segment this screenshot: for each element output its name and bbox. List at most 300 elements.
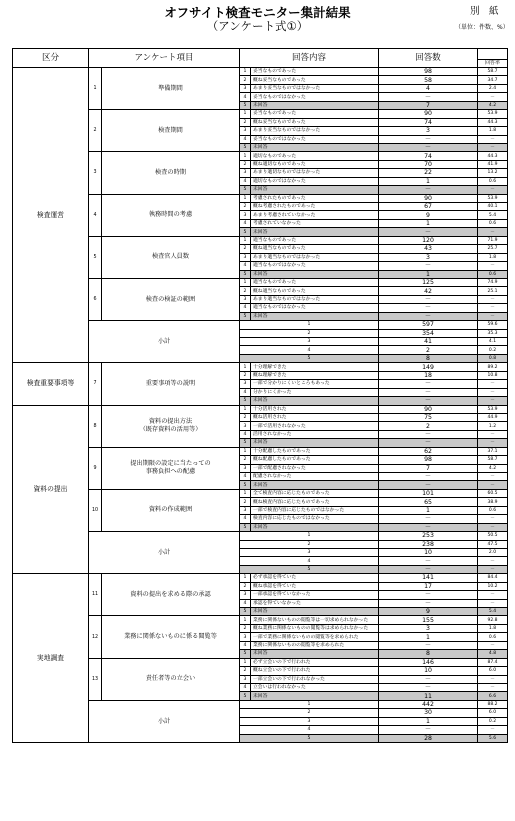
answer-rate: 44.9 (478, 413, 508, 421)
answer-count: 74 (379, 152, 478, 160)
option-label: 配慮されなかった (251, 473, 379, 481)
answer-count: － (379, 683, 478, 691)
option-number: 3 (240, 84, 251, 92)
answer-rate: 1.8 (478, 253, 508, 261)
answer-count: 74 (379, 118, 478, 126)
answer-rate: 40.1 (478, 203, 508, 211)
option-label: 適当なものではなかった (251, 262, 379, 270)
option-number: 5 (240, 228, 251, 236)
option-label: 概ね適当なものであった (251, 287, 379, 295)
option-number: 5 (240, 101, 251, 109)
subtotal-count: 1 (379, 717, 478, 725)
subtotal-rate: － (478, 557, 508, 565)
option-label: 一部で分かりにくいところもあった (251, 380, 379, 388)
answer-rate: 44.3 (478, 152, 508, 160)
answer-rate: 0.6 (478, 270, 508, 278)
answer-count: － (379, 523, 478, 531)
answer-rate: 6.0 (478, 667, 508, 675)
answer-rate: － (478, 135, 508, 143)
answer-count: 65 (379, 498, 478, 506)
header-category: 区分 (13, 49, 89, 68)
answer-rate: 2.4 (478, 84, 508, 92)
answer-count: 101 (379, 489, 478, 497)
option-label: 一部立会いの下で行われなかった (251, 675, 379, 683)
answer-count: － (379, 675, 478, 683)
option-label: 一部で業務に関係ないものの閲覧等を求められた (251, 633, 379, 641)
option-label: 一部で配慮されなかった (251, 464, 379, 472)
option-number: 4 (240, 683, 251, 691)
answer-rate: － (478, 515, 508, 523)
option-number: 2 (240, 456, 251, 464)
subtotal-number: 5 (240, 354, 379, 362)
option-label: 概ね考慮されたものであった (251, 203, 379, 211)
item-name: 提出期限の設定に当たっての 事務負担への配慮 (102, 447, 240, 489)
subtotal-rate: 2.0 (478, 548, 508, 556)
option-number: 5 (240, 186, 251, 194)
page-header (0, 0, 515, 48)
option-label: 概ね妥当なものであった (251, 118, 379, 126)
option-number: 3 (240, 633, 251, 641)
option-number: 4 (240, 93, 251, 101)
answer-count: － (379, 481, 478, 489)
item-number: 7 (89, 363, 102, 405)
answer-count: 1 (379, 219, 478, 227)
answer-rate: － (478, 481, 508, 489)
answer-count: 1 (379, 506, 478, 514)
option-number: 4 (240, 430, 251, 438)
answer-rate: 60.5 (478, 489, 508, 497)
table-row (13, 405, 508, 413)
answer-count: － (379, 295, 478, 303)
answer-count: 155 (379, 616, 478, 624)
answer-count: 1 (379, 633, 478, 641)
option-label: 考慮されたものであった (251, 194, 379, 202)
option-number: 2 (240, 203, 251, 211)
answer-count: 149 (379, 363, 478, 371)
subtotal-number: 3 (240, 717, 379, 725)
answer-rate: 41.9 (478, 160, 508, 168)
subtotal-count: 2 (379, 346, 478, 354)
answer-rate: 0.6 (478, 633, 508, 641)
option-label: 適当なものであった (251, 278, 379, 286)
option-number: 2 (240, 160, 251, 168)
subtotal-number: 4 (240, 346, 379, 354)
option-label: あまり適当なものではなかった (251, 253, 379, 261)
option-label: 未回答 (251, 143, 379, 151)
answer-count: 90 (379, 194, 478, 202)
subtotal-number: 3 (240, 548, 379, 556)
page-title: オフサイト検査モニター集計結果 (164, 5, 351, 20)
answer-rate: 74.9 (478, 278, 508, 286)
answer-count: 62 (379, 447, 478, 455)
item-number: 3 (89, 152, 102, 194)
option-number: 4 (240, 177, 251, 185)
header-rate: 回答率 (478, 60, 508, 68)
option-number: 1 (240, 658, 251, 666)
answer-count: － (379, 430, 478, 438)
item-number: 10 (89, 489, 102, 531)
option-number: 4 (240, 219, 251, 227)
answer-rate: － (478, 523, 508, 531)
subtotal-rate: 35.3 (478, 329, 508, 337)
subtotal-rate: 0.2 (478, 346, 508, 354)
option-number: 1 (240, 447, 251, 455)
subtotal-number: 2 (240, 540, 379, 548)
item-name: 検査の検証の範囲 (102, 278, 240, 320)
category-label: 検査重要事項等 (13, 363, 89, 405)
item-name: 検査の時期 (102, 152, 240, 194)
answer-count: 9 (379, 211, 478, 219)
answer-rate: 58.7 (478, 456, 508, 464)
answer-count: 98 (379, 68, 478, 76)
answer-count: 98 (379, 456, 478, 464)
answer-count: 1 (379, 177, 478, 185)
option-label: 分かりにくかった (251, 388, 379, 396)
option-label: 業務に関係ないものの閲覧等を求められた (251, 641, 379, 649)
option-number: 5 (240, 608, 251, 616)
subtotal-number: 1 (240, 532, 379, 540)
answer-rate: 92.8 (478, 616, 508, 624)
answer-rate: － (478, 473, 508, 481)
option-number: 1 (240, 489, 251, 497)
answer-count: － (379, 641, 478, 649)
answer-count: 7 (379, 464, 478, 472)
option-number: 3 (240, 422, 251, 430)
answer-rate: － (478, 599, 508, 607)
option-number: 1 (240, 152, 251, 160)
item-name: 業務に関係ないものに係る閲覧等 (102, 616, 240, 658)
answer-count: 43 (379, 245, 478, 253)
answer-rate: 4.8 (478, 650, 508, 658)
option-label: あまり妥当なものではなかった (251, 127, 379, 135)
answer-count: － (379, 228, 478, 236)
category-label: 実地調査 (13, 574, 89, 743)
answer-rate: － (478, 312, 508, 320)
answer-count: 3 (379, 253, 478, 261)
answer-rate: － (478, 304, 508, 312)
option-number: 2 (240, 582, 251, 590)
item-number: 4 (89, 194, 102, 236)
option-label: 全て検査内容に応じたものであった (251, 489, 379, 497)
option-number: 2 (240, 413, 251, 421)
answer-count: 58 (379, 76, 478, 84)
answer-rate: 25.1 (478, 287, 508, 295)
answer-rate: － (478, 143, 508, 151)
answer-rate: 53.9 (478, 194, 508, 202)
option-number: 2 (240, 287, 251, 295)
option-label: 概ね承認を得ていた (251, 582, 379, 590)
answer-rate: － (478, 295, 508, 303)
answer-count: － (379, 473, 478, 481)
answer-count: 42 (379, 287, 478, 295)
option-label: 一部で検査内容に応じたものではなかった (251, 506, 379, 514)
option-number: 4 (240, 473, 251, 481)
option-number: 3 (240, 464, 251, 472)
option-label: 未回答 (251, 101, 379, 109)
answer-rate: 44.3 (478, 118, 508, 126)
answer-count: － (379, 599, 478, 607)
answer-rate: 71.9 (478, 236, 508, 244)
option-number: 3 (240, 253, 251, 261)
answer-count: 70 (379, 160, 478, 168)
subtotal-label: 小計 (89, 700, 240, 742)
subtotal-rate: 88.2 (478, 700, 508, 708)
option-label: 適切なものではなかった (251, 177, 379, 185)
answer-count: － (379, 186, 478, 194)
subtotal-number: 5 (240, 734, 379, 742)
answer-rate: 53.9 (478, 405, 508, 413)
subtotal-number: 3 (240, 338, 379, 346)
option-number: 4 (240, 641, 251, 649)
option-label: 検査内容に応じたものではなかった (251, 515, 379, 523)
answer-count: 120 (379, 236, 478, 244)
option-label: 妥当なものであった (251, 110, 379, 118)
option-label: 未回答 (251, 650, 379, 658)
subtotal-number: 4 (240, 557, 379, 565)
answer-count: 17 (379, 582, 478, 590)
unit-label: （単位：件数、%） (455, 24, 509, 31)
option-label: 考慮されていなかった (251, 219, 379, 227)
option-label: 十分活用された (251, 405, 379, 413)
option-label: 適切なものであった (251, 152, 379, 160)
option-label: 妥当なものではなかった (251, 135, 379, 143)
option-label: 十分配慮したものであった (251, 447, 379, 455)
option-label: あまり適当なものではなかった (251, 295, 379, 303)
subtotal-rate: 4.1 (478, 338, 508, 346)
answer-rate: 38.9 (478, 498, 508, 506)
item-number: 12 (89, 616, 102, 658)
answer-rate: － (478, 380, 508, 388)
answer-count: 146 (379, 658, 478, 666)
item-number: 6 (89, 278, 102, 320)
answer-count: － (379, 312, 478, 320)
option-number: 3 (240, 675, 251, 683)
answer-rate: 37.1 (478, 447, 508, 455)
option-label: 未回答 (251, 439, 379, 447)
results-table (12, 48, 508, 743)
option-label: 承認を得ていなかった (251, 599, 379, 607)
answer-count: 141 (379, 574, 478, 582)
option-label: 十分理解できた (251, 363, 379, 371)
item-name: 執務時間の考慮 (102, 194, 240, 236)
option-number: 1 (240, 574, 251, 582)
option-number: 2 (240, 245, 251, 253)
subtotal-count: － (379, 557, 478, 565)
option-label: 未回答 (251, 608, 379, 616)
answer-count: 90 (379, 110, 478, 118)
option-number: 4 (240, 304, 251, 312)
option-number: 4 (240, 388, 251, 396)
option-number: 3 (240, 380, 251, 388)
option-label: 概ね検査内容に応じたものであった (251, 498, 379, 506)
subtotal-count: － (379, 565, 478, 573)
answer-rate: 4.2 (478, 101, 508, 109)
option-number: 4 (240, 135, 251, 143)
answer-count: － (379, 591, 478, 599)
option-label: あまり考慮されていなかった (251, 211, 379, 219)
answer-count: － (379, 388, 478, 396)
option-label: あまり妥当なものではなかった (251, 84, 379, 92)
answer-count: 11 (379, 692, 478, 700)
option-label: あまり適切なものではなかった (251, 169, 379, 177)
option-label: 必ず承認を得ていた (251, 574, 379, 582)
answer-rate: 10.2 (478, 582, 508, 590)
option-number: 5 (240, 312, 251, 320)
option-label: 概ね適切なものであった (251, 160, 379, 168)
option-number: 4 (240, 599, 251, 607)
option-number: 5 (240, 523, 251, 531)
subtotal-count: 597 (379, 321, 478, 329)
subtotal-count: 442 (379, 700, 478, 708)
option-label: 妥当なものであった (251, 68, 379, 76)
option-number: 4 (240, 515, 251, 523)
option-number: 3 (240, 169, 251, 177)
answer-rate: 89.2 (478, 363, 508, 371)
answer-rate: － (478, 93, 508, 101)
answer-rate: 1.2 (478, 422, 508, 430)
answer-rate: － (478, 683, 508, 691)
answer-count: 3 (379, 624, 478, 632)
item-name: 資料の提出方法 （既存資料の活用等） (102, 405, 240, 447)
answer-rate: － (478, 439, 508, 447)
answer-count: － (379, 262, 478, 270)
answer-rate: － (478, 388, 508, 396)
option-label: 活用されなかった (251, 430, 379, 438)
answer-rate: 0.6 (478, 219, 508, 227)
answer-count: 4 (379, 84, 478, 92)
option-number: 5 (240, 439, 251, 447)
option-number: 3 (240, 591, 251, 599)
option-number: 1 (240, 363, 251, 371)
answer-rate: 84.4 (478, 574, 508, 582)
option-label: 妥当なものではなかった (251, 93, 379, 101)
subtotal-rate: 47.5 (478, 540, 508, 548)
table-header-row (13, 49, 508, 60)
annex-label: 別 紙 (470, 6, 499, 17)
subtotal-label: 小計 (89, 532, 240, 574)
subtotal-rate: 5.6 (478, 734, 508, 742)
item-number: 8 (89, 405, 102, 447)
subtotal-number: 1 (240, 700, 379, 708)
subtotal-number: 2 (240, 709, 379, 717)
option-number: 2 (240, 624, 251, 632)
option-label: 未回答 (251, 186, 379, 194)
option-number: 1 (240, 68, 251, 76)
answer-rate: 4.2 (478, 464, 508, 472)
subtotal-count: 354 (379, 329, 478, 337)
option-label: 一部承認を得ていなかった (251, 591, 379, 599)
option-number: 5 (240, 650, 251, 658)
table-row (13, 68, 508, 76)
answer-rate: 87.4 (478, 658, 508, 666)
option-label: 概ね適当なものであった (251, 245, 379, 253)
table-row (13, 574, 508, 582)
option-label: 未回答 (251, 397, 379, 405)
subtotal-label: 小計 (89, 321, 240, 363)
option-number: 5 (240, 270, 251, 278)
option-number: 2 (240, 118, 251, 126)
option-label: 未回答 (251, 312, 379, 320)
subtotal-rate: 0.8 (478, 354, 508, 362)
option-number: 2 (240, 667, 251, 675)
option-label: 適当なものではなかった (251, 304, 379, 312)
option-label: 概ね立会いの下で行われた (251, 667, 379, 675)
answer-rate: － (478, 641, 508, 649)
answer-count: － (379, 380, 478, 388)
subtotal-count: 8 (379, 354, 478, 362)
option-number: 1 (240, 236, 251, 244)
header-count: 回答数 (379, 49, 478, 68)
option-number: 3 (240, 295, 251, 303)
answer-rate: － (478, 228, 508, 236)
option-label: 未回答 (251, 270, 379, 278)
answer-rate: 6.6 (478, 692, 508, 700)
option-number: 1 (240, 110, 251, 118)
category-label: 検査運営 (13, 68, 89, 363)
item-name: 資料の作成範囲 (102, 489, 240, 531)
answer-count: － (379, 515, 478, 523)
subtotal-number: 2 (240, 329, 379, 337)
option-label: 適当なものであった (251, 236, 379, 244)
option-label: 未回答 (251, 228, 379, 236)
subtotal-count: 253 (379, 532, 478, 540)
option-label: 概ね妥当なものであった (251, 76, 379, 84)
subtotal-count: 41 (379, 338, 478, 346)
subtotal-rate: － (478, 726, 508, 734)
answer-count: 10 (379, 667, 478, 675)
answer-count: 3 (379, 127, 478, 135)
answer-count: 7 (379, 101, 478, 109)
option-number: 5 (240, 481, 251, 489)
option-number: 2 (240, 371, 251, 379)
option-number: 1 (240, 405, 251, 413)
option-label: 概ね活用された (251, 413, 379, 421)
table-row (13, 363, 508, 371)
option-label: 概ね業務に関係ないものの閲覧等は求められなかった (251, 624, 379, 632)
option-number: 5 (240, 692, 251, 700)
subtotal-number: 1 (240, 321, 379, 329)
subtotal-rate: 0.2 (478, 717, 508, 725)
option-label: 一部で活用されなかった (251, 422, 379, 430)
answer-count: － (379, 439, 478, 447)
answer-count: 90 (379, 405, 478, 413)
answer-count: － (379, 93, 478, 101)
option-label: 未回答 (251, 523, 379, 531)
subtotal-count: 28 (379, 734, 478, 742)
header-content: 回答内容 (240, 49, 379, 68)
subtotal-number: 5 (240, 565, 379, 573)
answer-rate: 34.7 (478, 76, 508, 84)
answer-count: 9 (379, 608, 478, 616)
answer-count: 22 (379, 169, 478, 177)
option-number: 4 (240, 262, 251, 270)
option-label: 未回答 (251, 692, 379, 700)
subtotal-count: 238 (379, 540, 478, 548)
answer-rate: 5.4 (478, 608, 508, 616)
category-label: 資料の提出 (13, 405, 89, 574)
option-number: 5 (240, 397, 251, 405)
option-label: 立会いは行われなかった (251, 683, 379, 691)
item-number: 5 (89, 236, 102, 278)
item-number: 9 (89, 447, 102, 489)
option-label: 未回答 (251, 481, 379, 489)
answer-rate: 1.8 (478, 127, 508, 135)
answer-count: － (379, 143, 478, 151)
option-label: 概ね理解できた (251, 371, 379, 379)
results-table-body (13, 49, 508, 743)
option-number: 1 (240, 278, 251, 286)
option-number: 3 (240, 127, 251, 135)
